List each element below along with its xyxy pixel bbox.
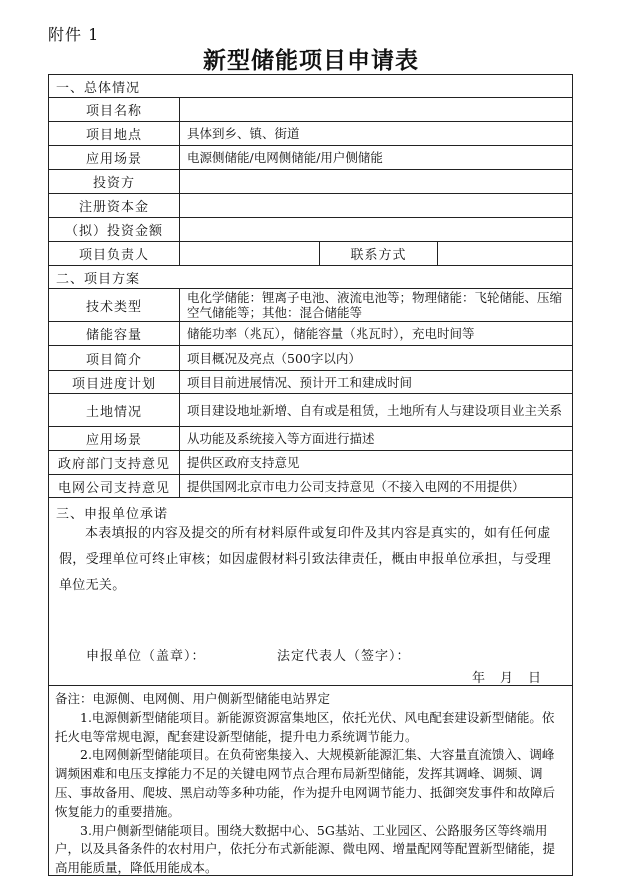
storage-capacity-label: 储能容量 xyxy=(49,322,180,345)
investor-value[interactable] xyxy=(180,170,572,193)
notes-body xyxy=(55,690,566,878)
grid-support-value[interactable]: 提供国网北京市电力公司支持意见（不接入电网的不用提供） xyxy=(187,478,525,494)
note-item-3: 3.用户侧新型储能项目。围绕大数据中心、5G基站、工业园区、公路服务区等终端用户，以及具备条件的农村用户，依托分布式新能源、微电网、增量配网等配置新型储能，提高用能质量，降低用能成本。 xyxy=(55,822,556,876)
promise-text: 本表填报的内容及提交的所有材料原件或复印件及其内容是真实的，如有任何虚假，受理单位可终止审核；如因虚假材料引致法律责任，概由申报单位承担，与受理单位无关。 xyxy=(59,526,552,593)
investment-amount-label: （拟）投资金额 xyxy=(49,218,180,241)
row-registered-capital xyxy=(49,194,572,218)
government-support-label: 政府部门支持意见 xyxy=(49,451,180,474)
applicant-seal-label: 申报单位（盖章）： xyxy=(86,649,206,664)
grid-support-label: 电网公司支持意见 xyxy=(49,475,180,497)
project-intro-value[interactable]: 项目概况及亮点（500字以内） xyxy=(187,350,361,366)
tech-type-value[interactable]: 电化学储能：锂离子电池、液流电池等；物理储能：飞轮储能、压缩空气储能等；其他：混合储能等 xyxy=(187,290,563,320)
attachment-label: 附件 1 xyxy=(48,25,100,44)
row-project-location xyxy=(49,122,572,146)
section2-heading xyxy=(49,266,572,289)
registered-capital-value[interactable] xyxy=(180,194,572,217)
registered-capital-label: 注册资本金 xyxy=(49,194,180,217)
row-storage-capacity xyxy=(49,322,572,346)
row-investor xyxy=(49,170,572,194)
row-project-leader xyxy=(49,242,572,266)
row-progress-plan xyxy=(49,371,572,394)
row-tech-type xyxy=(49,289,572,322)
row-project-name xyxy=(49,98,572,122)
scenario-detail-value[interactable]: 从功能及系统接入等方面进行描述 xyxy=(187,431,375,446)
contact-label: 联系方式 xyxy=(320,242,438,265)
investor-label: 投资方 xyxy=(49,170,180,193)
land-status-value[interactable]: 项目建设地址新增、自有或是租赁，土地所有人与建设项目业主关系 xyxy=(187,402,563,418)
project-location-label: 项目地点 xyxy=(49,122,180,145)
application-scenario-value[interactable]: 电源侧储能/电网侧储能/用户侧储能 xyxy=(187,150,383,165)
row-land-status xyxy=(49,394,572,427)
legal-rep-sign-label: 法定代表人（签字）： xyxy=(277,649,411,664)
project-name-label: 项目名称 xyxy=(49,98,180,121)
section2-heading-text: 二、项目方案 xyxy=(56,271,141,287)
tech-type-label: 技术类型 xyxy=(49,289,180,321)
project-leader-value[interactable] xyxy=(180,242,320,265)
row-investment-amount xyxy=(49,218,572,242)
row-government-support xyxy=(49,451,572,475)
project-leader-label: 项目负责人 xyxy=(49,242,180,265)
row-application-scenario xyxy=(49,146,572,170)
promise-section xyxy=(49,498,572,686)
note-item-1: 1.电源侧新型储能项目。新能源资源富集地区，依托光伏、风电配套建设新型储能。依托火电等常规电源，配套建设新型储能，提升电力系统调节能力。 xyxy=(55,709,555,744)
notes-heading: 备注：电源侧、电网侧、用户侧新型储能电站界定 xyxy=(55,691,331,706)
form-title: 新型储能项目申请表 xyxy=(203,47,419,74)
application-form xyxy=(48,74,573,876)
storage-capacity-value[interactable]: 储能功率（兆瓦），储能容量（兆瓦时），充电时间等 xyxy=(187,326,475,341)
application-scenario-label: 应用场景 xyxy=(49,146,180,169)
scenario-detail-label: 应用场景 xyxy=(49,427,180,450)
progress-plan-value[interactable]: 项目目前进展情况、预计开工和建成时间 xyxy=(187,374,413,390)
progress-plan-label: 项目进度计划 xyxy=(49,371,180,393)
investment-amount-value[interactable] xyxy=(180,218,572,241)
note-item-2: 2.电网侧新型储能项目。在负荷密集接入、大规模新能源汇集、大容量直流馈入、调峰调频困难和电压支撑能力不足的关键电网节点合理布局新型储能，发挥其调峰、调频、调压、事故备用、爬坡、黑启动等多种功能，作为提升电网调节能力、抵御突发事件和故障后恢复能力的重要措施。 xyxy=(55,747,556,819)
project-intro-label: 项目简介 xyxy=(49,346,180,370)
section3-heading: 三、申报单位承诺 xyxy=(56,506,169,522)
project-name-value[interactable] xyxy=(180,98,572,121)
row-project-intro xyxy=(49,346,572,371)
contact-value[interactable] xyxy=(438,242,572,265)
section1-heading-text: 一、总体情况 xyxy=(56,80,141,96)
section1-heading xyxy=(49,75,572,98)
government-support-value[interactable]: 提供区政府支持意见 xyxy=(187,455,300,470)
project-location-value[interactable]: 具体到乡、镇、街道 xyxy=(187,126,300,141)
date-label: 年 月 日 xyxy=(471,671,542,686)
row-grid-support xyxy=(49,475,572,498)
row-scenario-detail xyxy=(49,427,572,451)
land-status-label: 土地情况 xyxy=(49,394,180,426)
notes-section xyxy=(49,686,572,875)
